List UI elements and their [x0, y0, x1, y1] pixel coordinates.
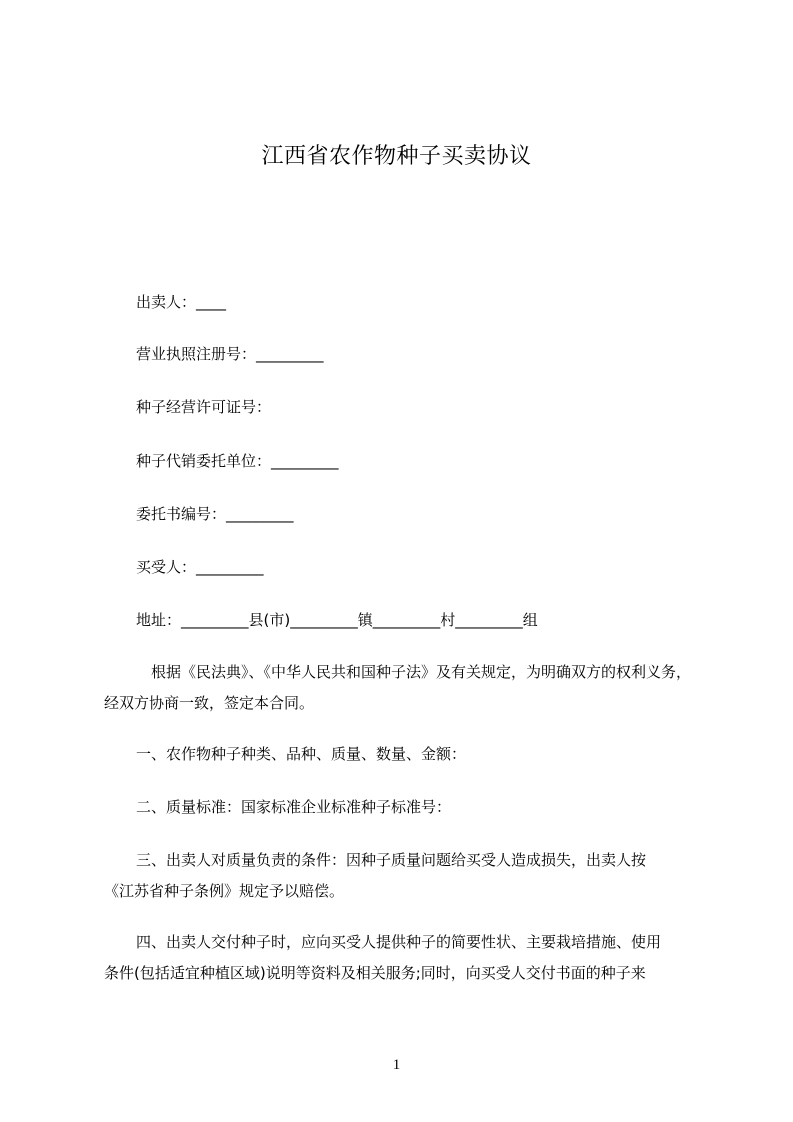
clause-3-line-2: 《江苏省种子条例》规定予以赔偿。 [104, 882, 345, 900]
preamble-line-2: 经双方协商一致，签定本合同。 [104, 694, 315, 712]
page-number: 1 [392, 1057, 401, 1073]
clause-4-line-1: 四、出卖人交付种子时，应向买受人提供种子的简要性状、主要栽培措施、使用 [136, 933, 662, 951]
document-title: 江西省农作物种子买卖协议 [261, 144, 532, 169]
seller-field: 出卖人：____ [136, 293, 227, 311]
clause-2: 二、质量标准：国家标准企业标准种子标准号： [136, 798, 452, 816]
address-field: 地址：_________县(市)_________镇_________村_________组 [136, 611, 538, 629]
clause-4-line-2: 条件(包括适宜种植区域)说明等资料及相关服务;同时，向买受人交付书面的种子来 [104, 964, 646, 982]
preamble-line-1: 根据《民法典》、《中华人民共和国种子法》及有关规定，为明确双方的权利义务， [151, 663, 692, 681]
seed-permit-field: 种子经营许可证号： [136, 398, 272, 416]
consignor-field: 种子代销委托单位：_________ [136, 452, 339, 470]
clause-1: 一、农作物种子种类、品种、质量、数量、金额： [136, 745, 467, 763]
license-number-field: 营业执照注册号：_________ [136, 345, 324, 363]
clause-3-line-1: 三、出卖人对质量负责的条件：因种子质量问题给买受人造成损失，出卖人按 [136, 851, 647, 869]
entrust-number-field: 委托书编号：_________ [136, 505, 294, 523]
buyer-field: 买受人：_________ [136, 558, 264, 576]
